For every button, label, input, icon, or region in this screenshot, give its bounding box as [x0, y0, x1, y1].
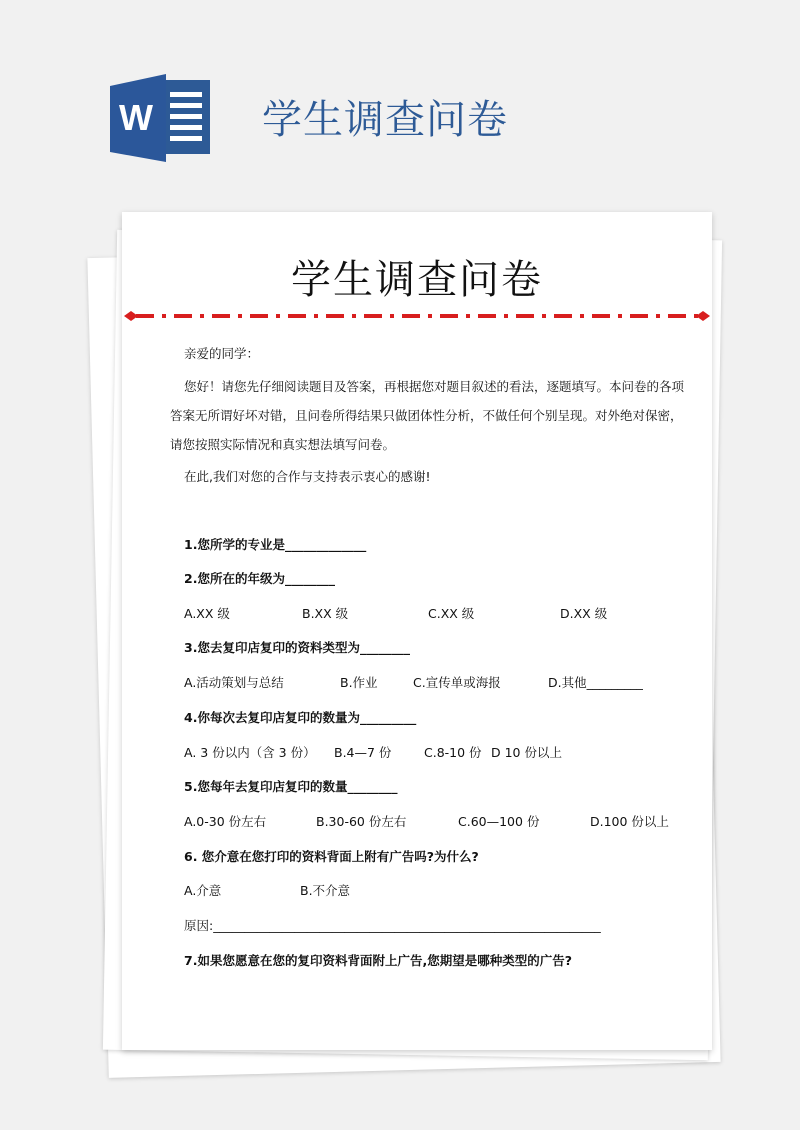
thanks-text: 在此,我们对您的合作与支持表示衷心的感谢!: [184, 469, 431, 484]
q4-option-c: C.8-10 份: [424, 745, 482, 760]
q6-option-a: A.介意: [184, 883, 222, 898]
q2-option-d: D.XX 级: [560, 606, 608, 621]
document-page: [122, 212, 712, 1050]
q3-option-c: C.宣传单或海报: [413, 675, 501, 690]
question-1: 1.您所学的专业是_____________: [184, 537, 367, 552]
q5-option-c: C.60—100 份: [458, 814, 540, 829]
svg-text:W: W: [119, 97, 153, 138]
q2-option-b: B.XX 级: [302, 606, 349, 621]
intro-paragraph: 您好！请您先仔细阅读题目及答案，再根据您对题目叙述的看法，逐题填写。本问卷的各项答案无所谓好坏对错，且问卷所得结果只做团体性分析，不做任何个别呈现。对外绝对保密，请您按照实际情况和真实想法填写问卷。: [170, 379, 685, 452]
greeting: 亲爱的同学：: [184, 346, 260, 361]
question-5: 5.您每年去复印店复印的数量________: [184, 779, 398, 794]
q6-option-b: B.不介意: [300, 883, 351, 898]
question-4: 4.你每次去复印店复印的数量为_________: [184, 710, 417, 725]
q3-option-b: B.作业: [340, 675, 378, 690]
q5-option-d: D.100 份以上: [590, 814, 669, 829]
word-logo-icon: [110, 72, 214, 162]
q5-option-b: B.30-60 份左右: [316, 814, 407, 829]
q4-option-b: B.4—7 份: [334, 745, 392, 760]
q4-option-d: D 10 份以上: [491, 745, 562, 760]
q5-option-a: A.0-30 份左右: [184, 814, 267, 829]
q2-option-a: A.XX 级: [184, 606, 230, 621]
question-6: 6. 您介意在您打印的资料背面上附有广告吗?为什么?: [184, 849, 479, 864]
document-title: 学生调查问卷: [291, 257, 543, 303]
question-7: 7.如果您愿意在您的复印资料背面附上广告,您期望是哪种类型的广告?: [184, 953, 572, 968]
q3-option-a: A.活动策划与总结: [184, 675, 284, 690]
reason-field: 原因:______________________________________________________________: [184, 918, 601, 933]
q3-option-d: D.其他_________: [548, 675, 643, 690]
header-title: 学生调查问卷: [262, 97, 508, 143]
q4-option-a: A. 3 份以内（含 3 份）: [184, 745, 316, 760]
question-3: 3.您去复印店复印的资料类型为________: [184, 640, 410, 655]
question-2: 2.您所在的年级为________: [184, 571, 335, 586]
red-dashed-divider: [122, 308, 712, 324]
q2-option-c: C.XX 级: [428, 606, 475, 621]
